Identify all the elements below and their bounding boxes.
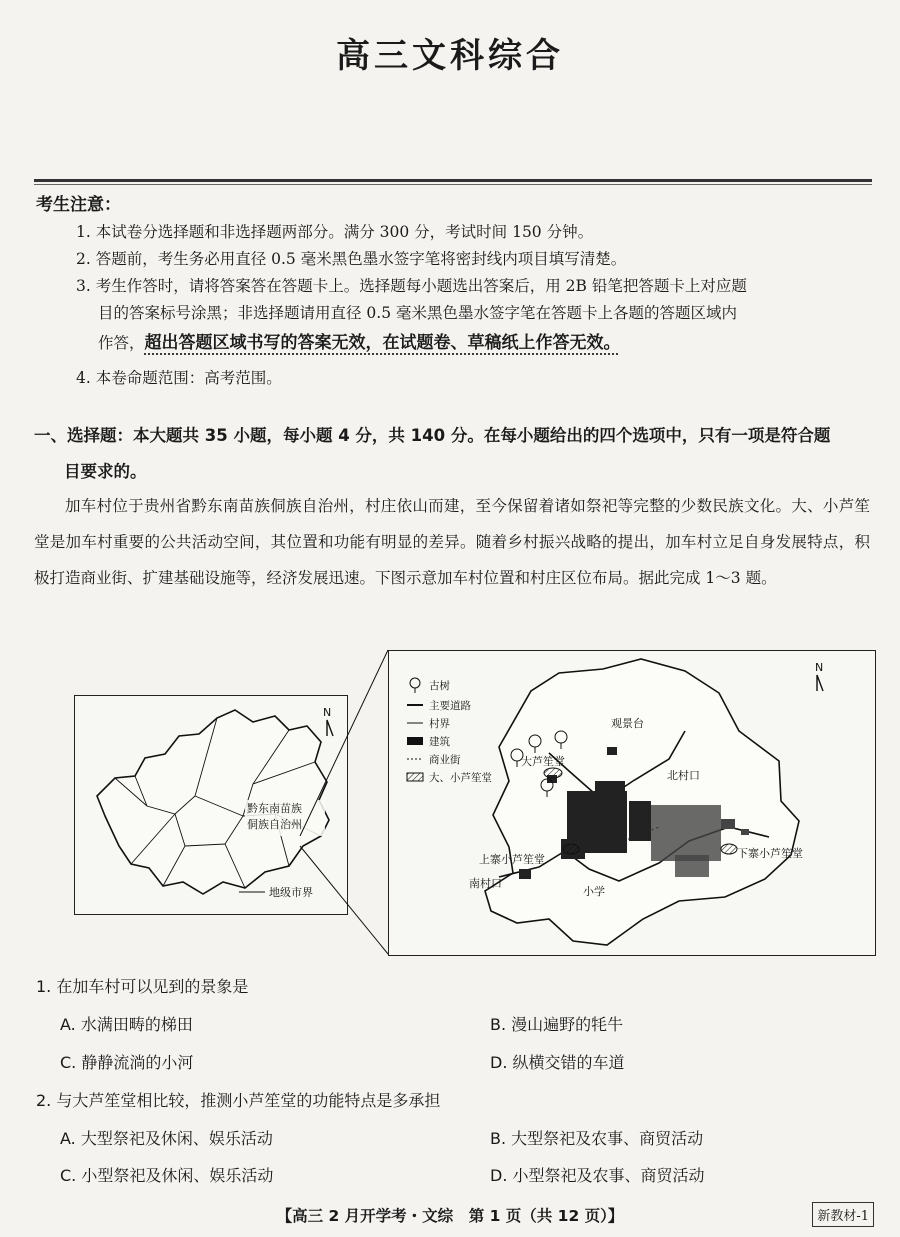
question-2-option-b: B. 大型祭祀及农事、商贸活动 (490, 1129, 704, 1148)
question-1-option-a: A. 水满田畴的梯田 (60, 1015, 193, 1034)
upper-lusheng-hall (563, 844, 579, 854)
notice-item-4: 4. 本卷命题范围：高考范围。 (76, 369, 282, 387)
question-2-option-d: D. 小型祭祀及农事、商贸活动 (490, 1166, 705, 1185)
label-lower-hall: 下寨小芦笙堂 (737, 847, 803, 860)
page-footer: 【高三 2 月开学考・文综 第 1 页（共 12 页）】 (276, 1207, 624, 1225)
passage-text: 加车村位于贵州省黔东南苗族侗族自治州，村庄依山而建，至今保留着诸如祭祀等完整的少数民族文化。大、小芦笙堂是加车村重要的公共活动空间，其位置和功能有明显的差异。随着乡村振兴战略的提出，加车村立足自身发展特点，积极打造商业街、扩建基础设施等，经济发展迅速。下图示意加车村位置和村庄区位布局。据此完成 1～3 题。 (34, 497, 870, 587)
section-heading-line1: 一、选择题：本大题共 35 小题，每小题 4 分，共 140 分。在每小题给出的四个选项中，只有一项是符合题 (34, 426, 831, 445)
paper-title: 高三文科综合 (336, 36, 564, 76)
building (519, 869, 531, 879)
label-north-gate: 北村口 (667, 769, 700, 782)
question-1-option-b: B. 漫山遍野的牦牛 (490, 1015, 624, 1034)
legend-boundary-label: 地级市界 (269, 886, 313, 899)
village-map (388, 650, 876, 956)
legend (407, 678, 492, 784)
question-2-stem: 2. 与大芦笙堂相比较，推测小芦笙堂的功能特点是多承担 (36, 1091, 441, 1110)
north-arrow-label: N (323, 706, 332, 719)
notice-item-1: 1. 本试卷分选择题和非选择题两部分。满分 300 分，考试时间 150 分钟。 (76, 223, 594, 241)
question-2-option-c: C. 小型祭祀及休闲、娱乐活动 (60, 1166, 274, 1185)
question-2-option-a: A. 大型祭祀及休闲、娱乐活动 (60, 1129, 273, 1148)
notice-item-3-cont: 目的答案标号涂黑；非选择题请用直径 0.5 毫米黑色墨水签字笔在答题卡上各题的答题区域内 (98, 304, 738, 322)
building (607, 747, 617, 755)
question-1-option-d: D. 纵横交错的车道 (490, 1053, 625, 1072)
legend-tree: 古树 (429, 680, 450, 692)
notice-item-3-tail: 作答， (98, 334, 145, 352)
notice-emphasis: 超出答题区域书写的答案无效，在试题卷、草稿纸上作答无效。 (144, 333, 621, 353)
notice-item-3: 3. 考生作答时，请将答案答在答题卡上。选择题每小题选出答案后，用 2B 铅笔把答题卡上对应题 (76, 277, 747, 295)
village-map-svg (389, 651, 875, 955)
label-school: 小学 (583, 885, 605, 898)
label-upper-hall: 上寨小芦笙堂 (479, 853, 545, 866)
edition-stamp: 新教材-1 (812, 1202, 874, 1227)
lower-lusheng-hall (721, 844, 737, 854)
label-south-gate: 南村口 (469, 877, 502, 890)
north-arrow-icon (817, 675, 823, 691)
label-big-hall: 大芦笙堂 (521, 755, 565, 768)
question-1-stem: 1. 在加车村可以见到的景象是 (36, 977, 249, 996)
label-observatory: 观景台 (611, 717, 644, 730)
legend-building: 建筑 (429, 736, 450, 748)
legend-road: 主要道路 (429, 700, 471, 712)
big-lusheng-hall (544, 768, 562, 778)
notice-item-2: 2. 答题前，考生务必用直径 0.5 毫米黑色墨水签字笔将密封线内项目填写清楚。 (76, 250, 627, 268)
legend-commercial-street: 商业街 (429, 754, 461, 766)
section-heading-line2: 目要求的。 (64, 462, 147, 481)
question-1-option-c: C. 静静流淌的小河 (60, 1053, 194, 1072)
legend-lusheng-hall: 大、小芦笙堂 (429, 772, 492, 784)
notice-heading: 考生注意： (36, 195, 121, 215)
legend-village-boundary: 村界 (429, 718, 450, 730)
region-label-1: 黔东南苗族 (247, 802, 302, 815)
region-label-2: 侗族自治州 (247, 818, 302, 831)
north-arrow-label-village: N (815, 661, 824, 674)
